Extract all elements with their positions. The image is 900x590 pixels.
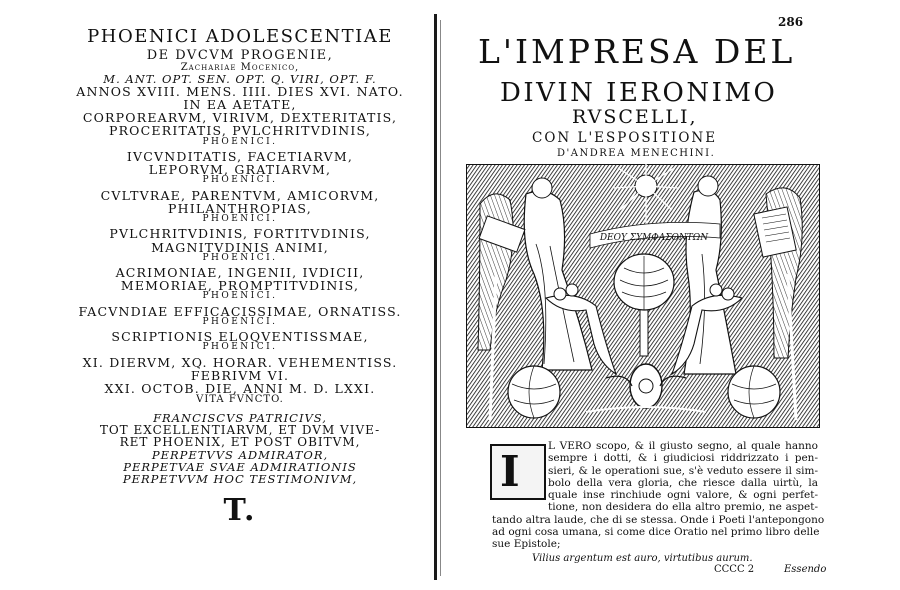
- left-page-line: MAGNITVDINIS ANIMI,: [151, 239, 329, 255]
- left-page-line: IN EA AETATE,: [183, 97, 297, 113]
- body-line: sempre i dotti, & i giudiciosi riddrizzato i pen-: [548, 452, 818, 465]
- subtitle-line-2: D'ANDREA MENECHINI.: [557, 148, 716, 159]
- left-page-line: MEMORIAE, PROMPTITVDINIS,: [120, 278, 360, 294]
- left-page: [60, 28, 420, 527]
- page-gutter: [434, 14, 437, 580]
- left-page-line: ACRIMONIAE, INGENII, IVDICII,: [115, 265, 365, 281]
- left-page-line: PHOENICI.: [202, 136, 278, 147]
- left-page-line: TOT EXCELLENTIARVM, ET DVM VIVE-: [99, 422, 381, 437]
- body-line: ad ogni cosa umana, si come dice Oratio nel primo libro delle: [492, 526, 820, 539]
- left-page-line: Zachariae Mocenico,: [180, 61, 300, 73]
- left-page-line: FACVNDIAE EFFICACISSIMAE, ORNATISS.: [78, 303, 402, 319]
- left-page-line: XXI. OCTOB. DIE, ANNI M. D. LXXI.: [104, 381, 376, 397]
- left-page-signature: T.: [223, 493, 257, 529]
- globe-right-icon: [728, 366, 780, 418]
- left-page-line: PHILANTHROPIAS,: [168, 200, 312, 216]
- left-page-line: VITA FVNCTO.: [196, 394, 284, 406]
- body-line: sieri, & le operationi sue, s'è veduto essere il sim-: [548, 464, 818, 477]
- emblem-engraving: [466, 164, 820, 428]
- left-page-line: PHOENICI.: [202, 213, 278, 224]
- left-page-line: PERPETVVM HOC TESTIMONIVM,: [122, 472, 358, 487]
- drop-cap: [490, 444, 546, 500]
- globe-left-icon: [508, 366, 560, 418]
- left-page-line: PHOENICI.: [202, 175, 278, 186]
- body-line: tando altra laude, che di se stessa. Onde i Poeti l'antepongono: [492, 513, 825, 526]
- latin-quote: Vilius argentum est auro, virtutibus aurum.: [532, 553, 753, 564]
- left-page-line: RET PHOENIX, ET POST OBITVM,: [119, 435, 361, 450]
- signature-mark: CCCC 2: [714, 564, 755, 575]
- left-page-line: LEPORVM, GRATIARVM,: [148, 162, 332, 178]
- title-line-3: RVSCELLI,: [572, 106, 698, 128]
- left-page-line: PERPETVAE SVAE ADMIRATIONIS: [123, 460, 357, 475]
- left-page-line: ANNOS XVIII. MENS. IIII. DIES XVI. NATO.: [76, 84, 404, 100]
- left-page-line: FRANCISCVS PATRICIVS,: [153, 410, 327, 425]
- motto-text: DEOY ΣΥΜΦΑΣΟΝΤΩΝ: [599, 233, 709, 243]
- subtitle-line-1: CON L'ESPOSITIONE: [532, 130, 718, 146]
- left-page-line: CORPOREARVM, VIRIVM, DEXTERITATIS,: [82, 110, 398, 126]
- left-page-line: PROCERITATIS, PVLCHRITVDINIS,: [108, 123, 372, 139]
- body-line: L VERO scopo, & il giusto segno, al quale hanno: [548, 440, 818, 452]
- left-page-line: PHOENICI ADOLESCENTIAE: [87, 26, 393, 47]
- left-page-line: CVLTVRAE, PARENTVM, AMICORVM,: [100, 187, 380, 203]
- page-number: 286: [778, 15, 804, 29]
- left-page-line: XI. DIERVM, XQ. HORAR. VEHEMENTISS.: [82, 354, 398, 370]
- left-page-line: DE DVCVM PROGENIE,: [146, 47, 334, 63]
- body-line: bolo della vera gloria, che riesce dalla uirtù, la: [548, 476, 818, 489]
- left-page-line: IVCVNDITATIS, FACETIARVM,: [126, 149, 354, 165]
- title-line-1: L'IMPRESA DEL: [478, 32, 796, 71]
- left-page-line: PHOENICI.: [202, 252, 278, 263]
- left-page-line: M. ANT. OPT. SEN. OPT. Q. VIRI, OPT. F.: [103, 72, 377, 87]
- body-line: sue Epistole;: [492, 538, 561, 551]
- page-gutter-shadow: [440, 20, 441, 576]
- body-text: [492, 440, 825, 551]
- left-page-line: FEBRIVM VI.: [190, 368, 290, 384]
- left-page-line: PERPETVVS ADMIRATOR,: [151, 448, 329, 463]
- left-page-line: SCRIPTIONIS ELOQVENTISSMAE,: [111, 329, 369, 345]
- body-line: quale inse rinchiude ogni valore, & ogni perfet-: [548, 489, 818, 502]
- left-page-line: PVLCHRITVDINIS, FORTITVDINIS,: [109, 226, 371, 242]
- left-page-line: PHOENICI.: [202, 342, 278, 353]
- left-page-line: PHOENICI.: [202, 291, 278, 302]
- title-line-2: DIVIN IERONIMO: [500, 78, 778, 108]
- drop-cap-letter: I: [500, 447, 520, 496]
- body-line: tione, non desidera do ella altro premio, ne aspet-: [548, 501, 818, 514]
- catchword: Essendo: [784, 564, 827, 575]
- left-page-line: PHOENICI.: [202, 316, 278, 327]
